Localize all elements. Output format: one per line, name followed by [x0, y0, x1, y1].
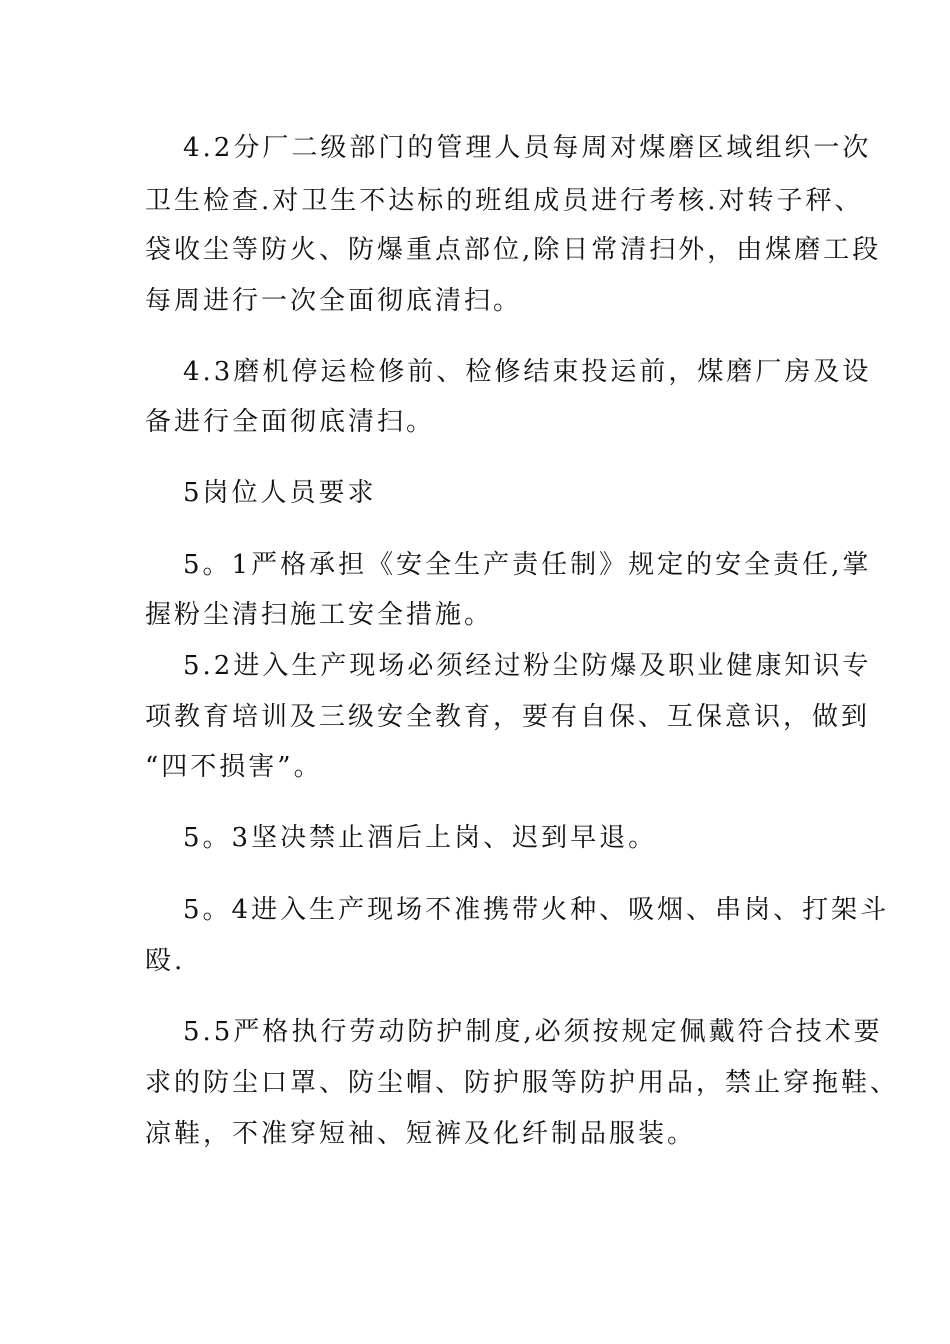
paragraph-4-3-line-1: 4.3磨机停运检修前、检修结束投运前，煤磨厂房及设 — [183, 357, 872, 387]
paragraph-4-2-line-2: 卫生检查.对卫生不达标的班组成员进行考核.对转子秤、 — [145, 186, 864, 216]
paragraph-5-4-line-2: 殴. — [145, 946, 186, 976]
paragraph-5-1-line-2: 握粉尘清扫施工安全措施。 — [145, 600, 494, 630]
paragraph-5-1-line-1: 5。1严格承担《安全生产责任制》规定的安全责任,掌 — [183, 550, 872, 580]
paragraph-4-2-line-1: 4.2分厂二级部门的管理人员每周对煤磨区域组织一次 — [183, 133, 872, 163]
paragraph-5-2-line-2: 项教育培训及三级安全教育，要有自保、互保意识，做到 — [145, 702, 871, 732]
paragraph-4-3-line-2: 备进行全面彻底清扫。 — [145, 407, 436, 437]
paragraph-5-4-line-1: 5。4进入生产现场不准携带火种、吸烟、串岗、打架斗 — [183, 895, 890, 925]
section-5-heading: 5岗位人员要求 — [183, 478, 377, 508]
paragraph-4-2-line-4: 每周进行一次全面彻底清扫。 — [145, 286, 523, 316]
paragraph-5-5-line-2: 求的防尘口罩、防尘帽、防护服等防护用品，禁止穿拖鞋、 — [145, 1068, 900, 1098]
paragraph-5-2-line-1: 5.2进入生产现场必须经过粉尘防爆及职业健康知识专 — [183, 651, 872, 681]
paragraph-5-5-line-3: 凉鞋，不准穿短袖、短裤及化纤制品服装。 — [145, 1119, 697, 1149]
paragraph-5-2-line-3: “四不损害”。 — [145, 752, 323, 782]
paragraph-5-3-line-1: 5。3坚决禁止酒后上岗、迟到早退。 — [183, 823, 658, 853]
paragraph-5-5-line-1: 5.5严格执行劳动防护制度,必须按规定佩戴符合技术要 — [183, 1017, 883, 1047]
paragraph-4-2-line-3: 袋收尘等防火、防爆重点部位,除日常清扫外，由煤磨工段 — [145, 235, 882, 265]
